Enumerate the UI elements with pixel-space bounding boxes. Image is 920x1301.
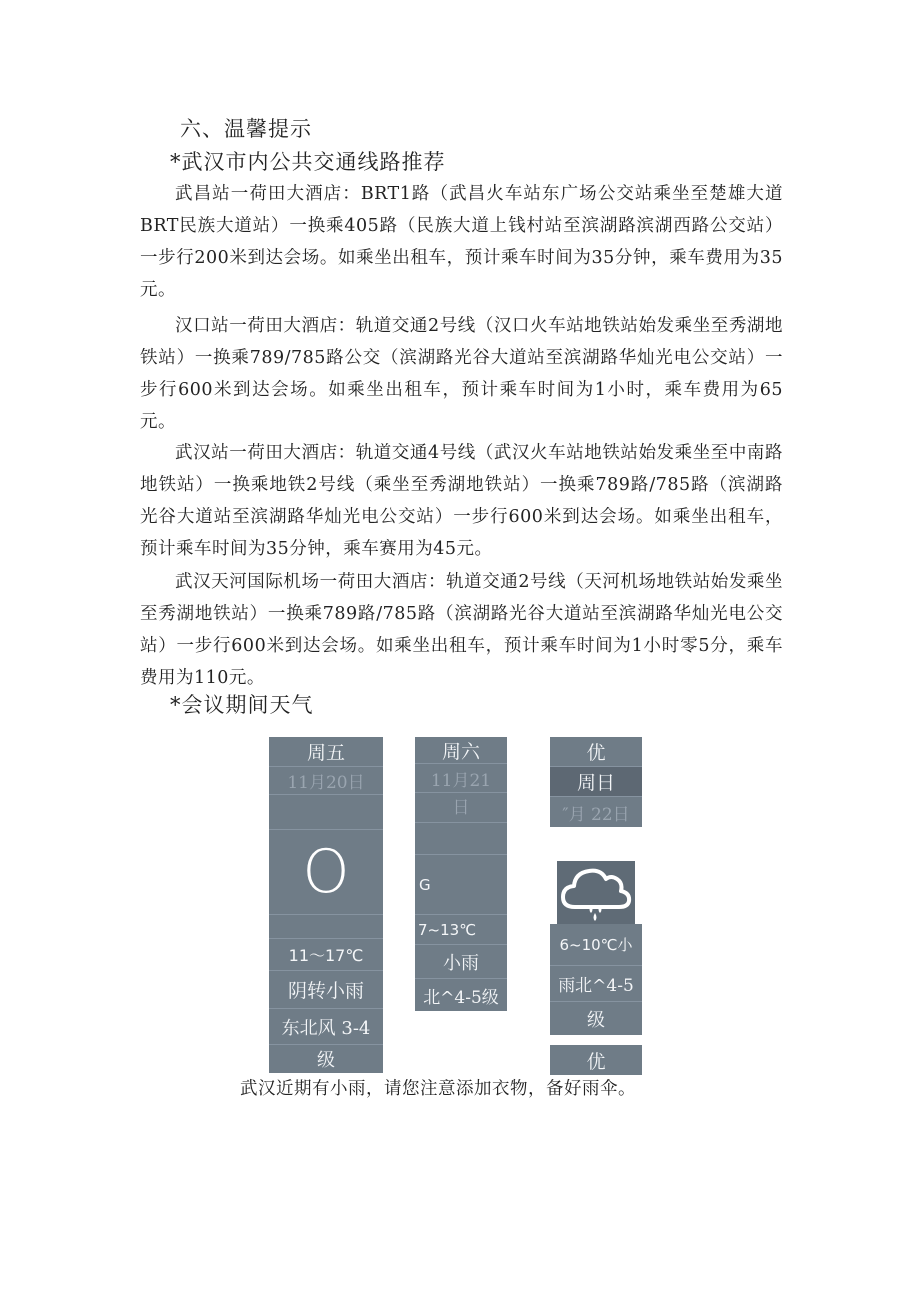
date-label: 11月20日 xyxy=(269,767,383,795)
condition-label: 阴转小雨 xyxy=(269,971,383,1009)
cloud-rain-icon xyxy=(557,861,635,924)
weather-card-sunday-header xyxy=(550,737,642,827)
weekday-label: 周日 xyxy=(550,767,642,797)
weekday-label: 周五 xyxy=(269,737,383,767)
air-quality-label: 优 xyxy=(586,1050,606,1073)
wind-level-label: 级 xyxy=(587,1009,605,1031)
air-quality-label: 优 xyxy=(550,737,642,767)
weather-note: 武汉近期有小雨，请您注意添加衣物，备好雨伞。 xyxy=(240,1079,636,1099)
weather-card-sunday-details xyxy=(550,924,642,1035)
weather-heading: *会议期间天气 xyxy=(170,693,314,717)
route-paragraph-hankou: 汉口站一荷田大酒店：轨道交通2号线（汉口火车站地铁站始发乘坐至秀湖地铁站）一换乘789/785路公交（滨湖路光谷大道站至滨湖路华灿光电公交站）一步行600米到达会场。如乘坐出租车，预计乘车时间为1小时，乘车费用为65元。 xyxy=(140,316,783,432)
weather-card-friday xyxy=(269,737,383,1073)
blank-row xyxy=(269,795,383,830)
route-paragraph-wuchang: 武昌站一荷田大酒店：BRT1路（武昌火车站东广场公交站乘坐至楚雄大道BRT民族大道站）一换乘405路（民族大道上钱村站至滨湖路滨湖西路公交站）一步行200米到达会场。如乘坐出租车，预计乘车时间为35分钟，乘车费用为35元。 xyxy=(140,184,783,300)
condition-wind-label: 雨北^4-5 xyxy=(550,966,642,1002)
wind-level-label: 级 xyxy=(317,1050,335,1071)
temperature-label: 11～17℃ xyxy=(269,939,383,971)
wind-label: 东北风 3-4 xyxy=(269,1009,383,1045)
route-paragraph-airport: 武汉天河国际机场一荷田大酒店：轨道交通2号线（天河机场地铁站始发乘坐至秀湖地铁站）一换乘789路/785路（滨湖路光谷大道站至滨湖路华灿光电公交站）一步行600米到达会场。如乘坐出租车，预计乘车时间为1小时零5分，乘车费用为110元。 xyxy=(140,572,783,688)
temperature-label: 6~10℃小 xyxy=(550,924,642,966)
transit-heading: *武汉市内公共交通线路推荐 xyxy=(170,150,446,174)
weather-icon-glyph: G xyxy=(415,855,507,915)
blank-row xyxy=(269,915,383,939)
weather-card-saturday xyxy=(415,737,507,1011)
date-label: 11月21 xyxy=(415,764,507,793)
wind-label: 北^4-5级 xyxy=(423,987,499,1008)
blank-row xyxy=(415,823,507,855)
temperature-label: 7~13℃ xyxy=(415,915,507,945)
air-quality-footer xyxy=(550,1045,642,1075)
condition-label: 小雨 xyxy=(415,945,507,979)
rain-icon-tile xyxy=(557,861,635,924)
weekday-label: 周六 xyxy=(415,737,507,764)
section-heading: 六、温馨提示 xyxy=(180,117,312,141)
date-label: ″月 22日 xyxy=(562,804,630,825)
route-paragraph-wuhan: 武汉站一荷田大酒店：轨道交通4号线（武汉火车站地铁站始发乘坐至中南路地铁站）一换乘地铁2号线（乘坐至秀湖地铁站）一换乘789路/785路（滨湖路光谷大道站至滨湖路华灿光电公交站）一步行600米到达会场。如乘坐出租车，预计乘车时间为35分钟，乘车赛用为45元。 xyxy=(140,443,783,559)
cloudy-icon: O xyxy=(269,830,383,915)
date-day-label: 日 xyxy=(415,793,507,823)
